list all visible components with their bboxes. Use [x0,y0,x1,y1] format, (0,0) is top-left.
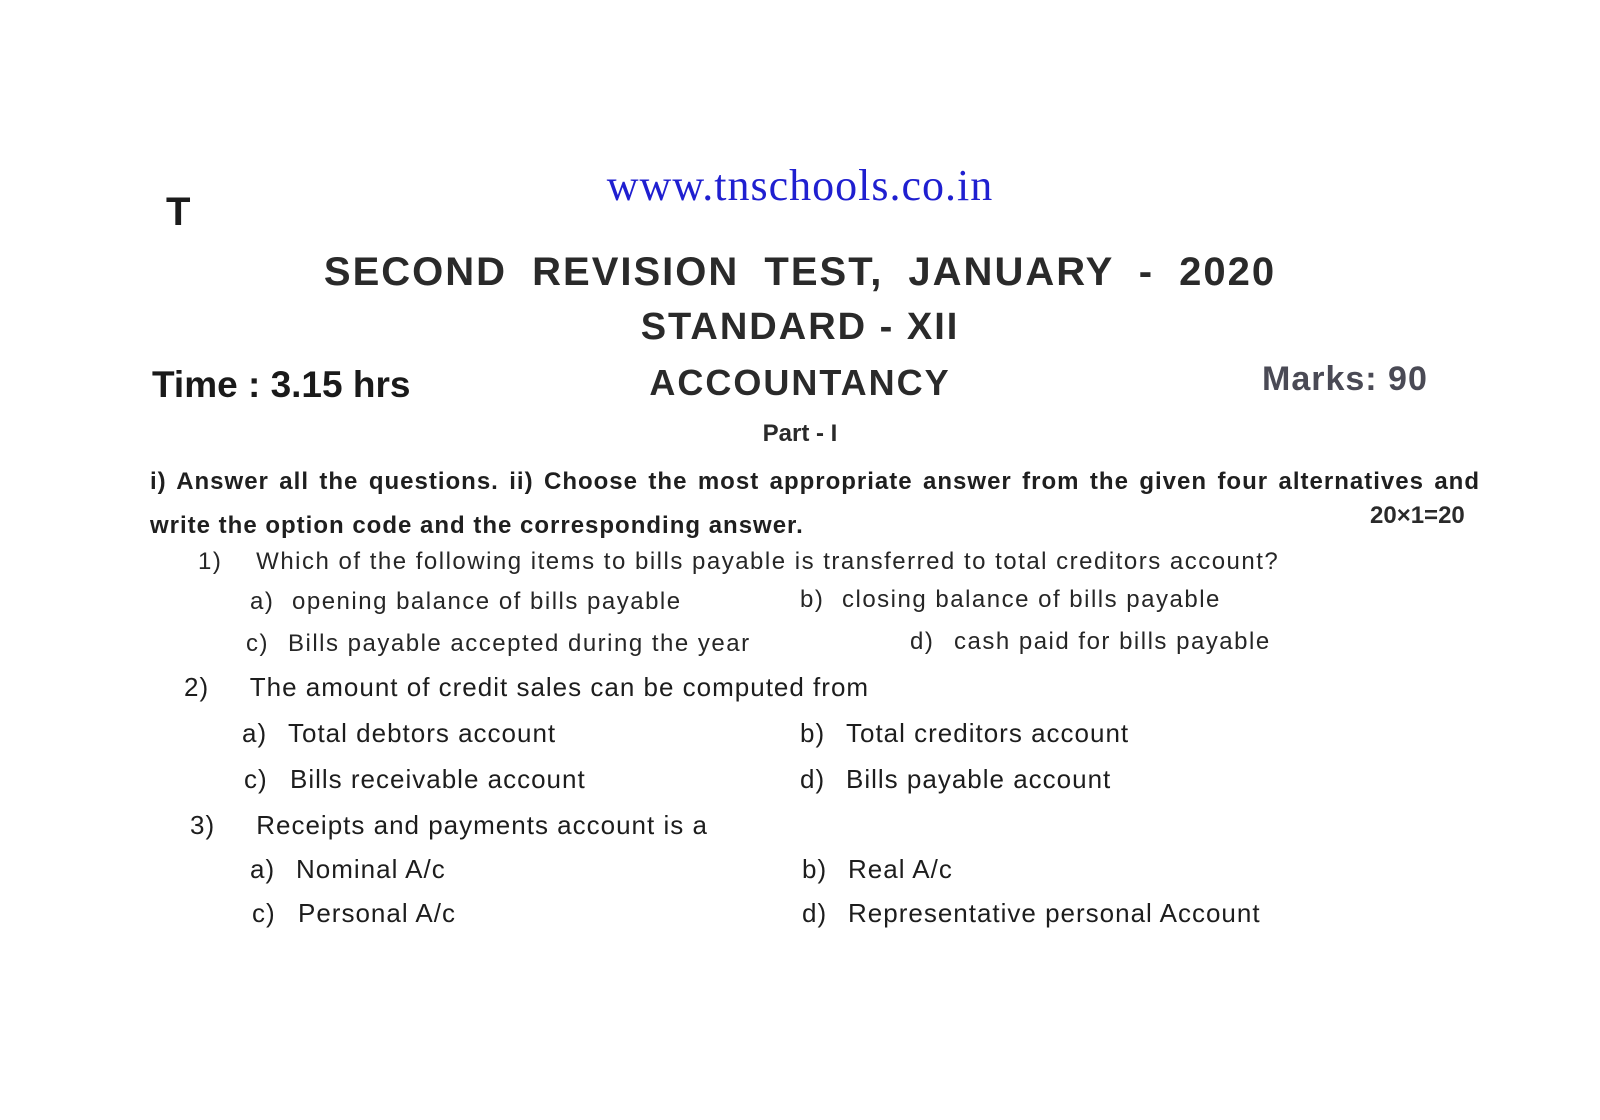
subject-label: ACCOUNTANCY [649,362,951,403]
option-label: d) [800,764,826,794]
website-url: www.tnschools.co.in [606,161,994,210]
option-text: Bills payable accepted during the year [288,630,751,657]
question-text: Receipts and payments account is a [256,810,708,840]
time-label: Time : 3.15 hrs [152,364,411,405]
option-1b [800,586,1221,614]
option-text: Total debtors account [288,718,557,748]
marks-label: Marks: 90 [1262,360,1428,398]
option-label: c) [244,764,268,794]
question-number: 3) [190,810,216,840]
option-3b [802,854,953,885]
option-label: b) [802,854,828,884]
option-label: c) [246,630,269,657]
option-text: Personal A/c [298,898,456,928]
option-1c [246,630,751,658]
option-1d [910,628,1271,656]
score-label: 20×1=20 [1370,502,1465,529]
option-2c [244,764,586,795]
question-text: The amount of credit sales can be computed from [249,672,870,702]
question-1 [198,548,1279,576]
option-text: Nominal A/c [296,854,446,884]
option-2d [800,764,1111,795]
option-2a [242,718,556,749]
exam-title: SECOND REVISION TEST, JANUARY - 2020 [323,250,1277,294]
option-label: a) [250,854,276,884]
instructions-text: i) Answer all the questions. ii) Choose the most appropriate answer from the given four alternatives and write the option code and the corresponding answer. [150,468,1480,539]
option-text: Bills payable account [846,764,1112,794]
question-2 [184,672,869,703]
option-text: Bills receivable account [290,764,586,794]
option-text: Representative personal Account [848,898,1261,928]
option-1a [250,588,682,616]
option-3d [802,898,1261,929]
option-label: a) [250,588,275,615]
option-2b [800,718,1129,749]
option-label: b) [800,586,825,613]
question-text: Which of the following items to bills payable is transferred to total creditors account? [256,548,1280,575]
part-label: Part - I [762,420,838,447]
option-text: opening balance of bills payable [292,588,682,615]
option-label: a) [242,718,268,748]
option-text: cash paid for bills payable [954,628,1271,655]
paper-code-letter: T [166,190,191,234]
question-number: 1) [198,548,223,575]
option-label: c) [252,898,276,928]
option-label: d) [910,628,935,655]
option-text: Real A/c [848,854,953,884]
question-3 [190,810,708,841]
question-number: 2) [184,672,210,702]
option-3c [252,898,456,929]
option-label: d) [802,898,828,928]
option-label: b) [800,718,826,748]
option-text: closing balance of bills payable [842,586,1221,613]
option-text: Total creditors account [846,718,1130,748]
option-3a [250,854,446,885]
standard-label: STANDARD - XII [640,306,960,348]
